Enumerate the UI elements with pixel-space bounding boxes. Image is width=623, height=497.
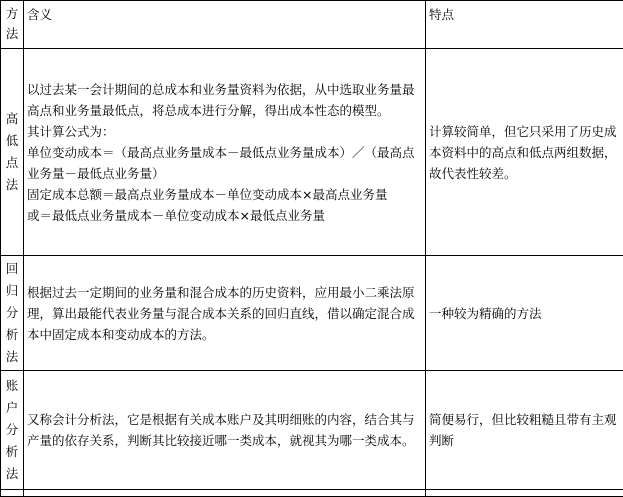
empty-cell [24, 490, 426, 497]
method-label: 账户分析法 [5, 375, 19, 485]
features-text: 简便易行，但比较粗糙且带有主观判断 [429, 412, 617, 448]
features-cell [426, 49, 623, 256]
table-row-account-method [1, 371, 623, 490]
header-features-cell [426, 1, 623, 49]
table-row-regression-method [1, 256, 623, 371]
empty-cell [426, 490, 623, 497]
header-meaning-cell [24, 1, 426, 49]
table-row-high-low-method [1, 49, 623, 256]
meaning-paragraph: 或＝最低点业务量成本－单位变动成本×最低点业务量 [27, 205, 422, 226]
method-label: 回归分析法 [5, 258, 19, 368]
table-row-empty [1, 490, 623, 497]
features-cell [426, 371, 623, 490]
meaning-paragraph: 固定成本总额＝最高点业务量成本－单位变动成本×最高点业务量 [27, 184, 422, 205]
meaning-paragraph: 又称会计分析法，它是根据有关成本账户及其明细账的内容，结合其与产量的依存关系，判断其比较接近哪一类成本，就视其为哪一类成本。 [27, 409, 422, 451]
method-cell [1, 371, 24, 490]
method-cell [1, 49, 24, 256]
meaning-cell [24, 256, 426, 371]
empty-cell [1, 490, 24, 497]
method-label: 高低点法 [5, 108, 19, 196]
meaning-paragraph: 以过去某一会计期间的总成本和业务量资料为依据，从中选取业务量最高点和业务量最低点，将总成本进行分解，得出成本性态的模型。 [27, 79, 422, 121]
table-header-row [1, 1, 623, 49]
header-method-label: 方法 [5, 4, 19, 44]
meaning-paragraph: 根据过去一定期间的业务量和混合成本的历史资料，应用最小二乘法原理，算出最能代表业务量与混合成本关系的回归直线，借以确定混合成本中固定成本和变动成本的方法。 [27, 282, 422, 345]
header-features-label: 特点 [429, 7, 454, 22]
features-text: 计算较简单，但它只采用了历史成本资料中的高点和低点两组数据，故代表性较差。 [429, 124, 617, 181]
features-cell [426, 256, 623, 371]
meaning-paragraph: 其计算公式为： [27, 121, 422, 142]
features-text: 一种较为精确的方法 [429, 306, 542, 321]
method-cell [1, 256, 24, 371]
meaning-paragraph: 单位变动成本＝（最高点业务量成本－最低点业务量成本）／（最高点业务量－最低点业务量） [27, 142, 422, 184]
header-meaning-label: 含义 [27, 7, 52, 22]
header-method-cell [1, 1, 24, 49]
meaning-cell [24, 49, 426, 256]
meaning-cell [24, 371, 426, 490]
